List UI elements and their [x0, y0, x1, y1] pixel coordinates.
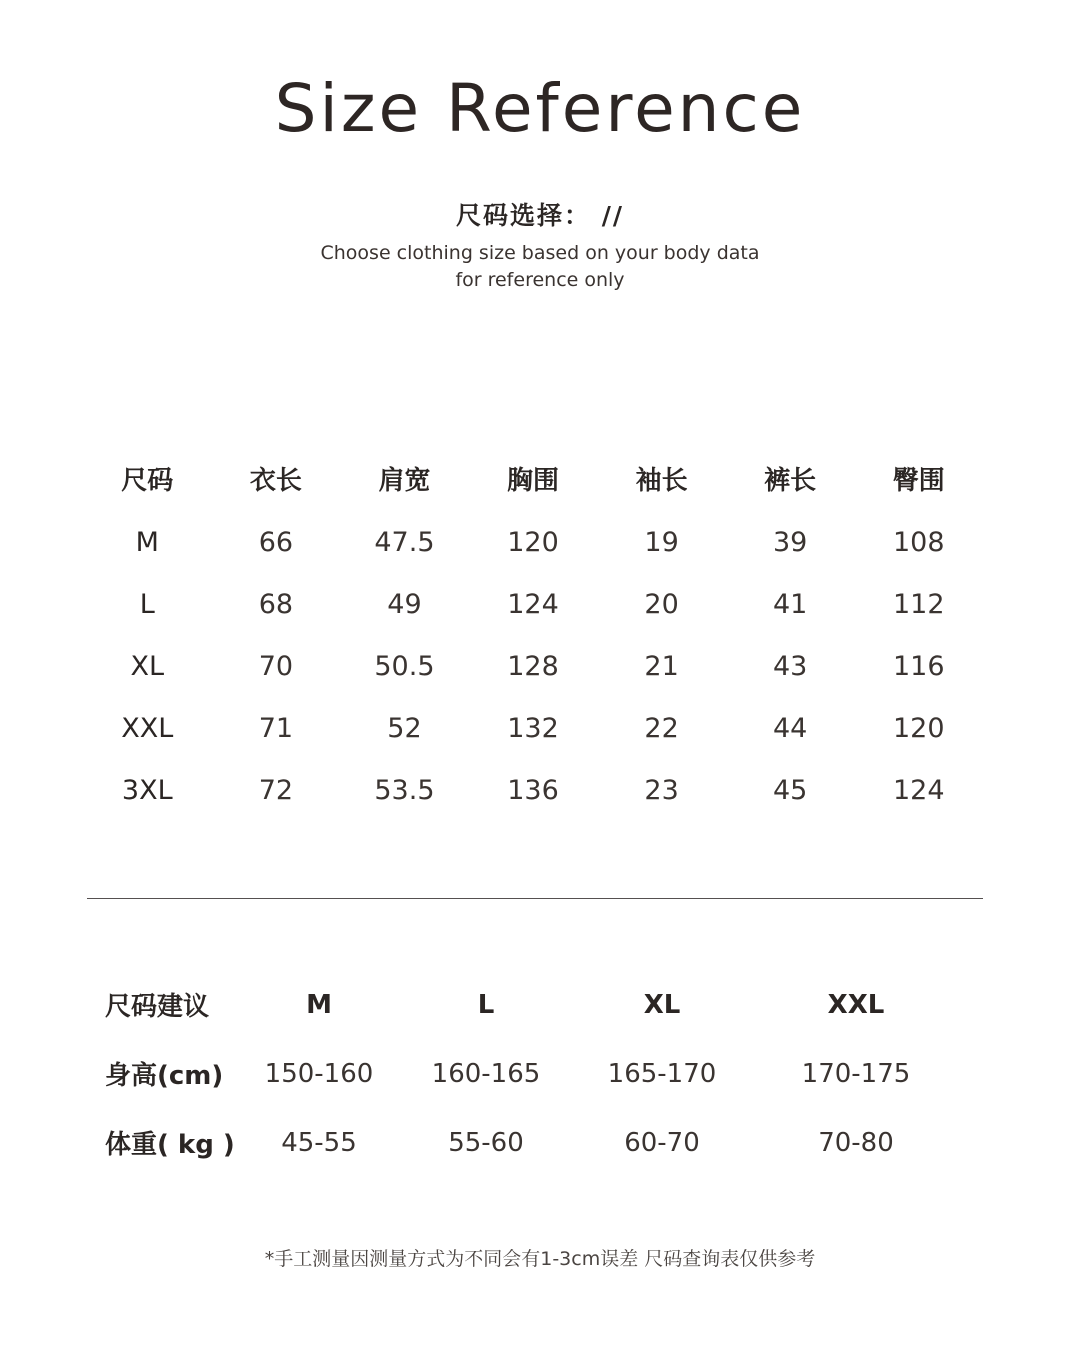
header-size-m: M	[306, 989, 332, 1020]
table-row	[95, 1039, 975, 1108]
table-row	[83, 759, 983, 821]
chest-cell: 136	[507, 774, 559, 806]
pants-length-cell: 39	[773, 526, 808, 558]
height-cell: 170-175	[801, 1058, 911, 1089]
length-cell: 70	[258, 650, 294, 682]
size-cell: XL	[130, 650, 165, 682]
weight-label: 体重( kg )	[105, 1130, 235, 1160]
hip-cell: 108	[892, 526, 945, 558]
size-recommendation-table	[95, 970, 975, 1177]
hip-cell: 120	[892, 712, 945, 744]
recommendation-header-row	[95, 970, 975, 1039]
chest-cell: 124	[507, 588, 559, 620]
recommendation-label: 尺码建议	[105, 992, 210, 1022]
chest-cell: 132	[507, 712, 559, 744]
header-hip: 臀围	[892, 465, 945, 496]
height-label: 身高(cm)	[105, 1061, 224, 1091]
height-cell: 150-160	[264, 1058, 374, 1089]
header-sleeve: 袖长	[635, 465, 688, 496]
weight-cell: 70-80	[818, 1127, 894, 1158]
height-cell: 160-165	[431, 1058, 541, 1089]
sleeve-cell: 20	[644, 588, 679, 620]
pants-length-cell: 41	[773, 588, 808, 620]
size-cell: 3XL	[121, 774, 173, 806]
hip-cell: 112	[892, 588, 945, 620]
pants-length-cell: 44	[773, 712, 808, 744]
shoulder-cell: 50.5	[374, 650, 435, 682]
size-cell: L	[139, 588, 155, 620]
length-cell: 72	[258, 774, 294, 806]
shoulder-cell: 52	[387, 712, 422, 744]
header-chest: 胸围	[507, 465, 560, 496]
sleeve-cell: 23	[644, 774, 679, 806]
header-pants-length: 裤长	[764, 465, 817, 496]
hip-cell: 124	[892, 774, 945, 806]
shoulder-cell: 53.5	[374, 774, 435, 806]
size-table-header-row	[83, 445, 983, 511]
shoulder-cell: 47.5	[374, 526, 435, 558]
hip-cell: 116	[892, 650, 945, 682]
size-measurement-table	[83, 445, 983, 821]
length-cell: 66	[258, 526, 294, 558]
sleeve-cell: 22	[644, 712, 679, 744]
header-size-l: L	[477, 989, 495, 1020]
page-title: Size Reference	[274, 70, 806, 147]
height-cell: 165-170	[607, 1058, 717, 1089]
header-length: 衣长	[249, 465, 302, 496]
weight-cell: 45-55	[281, 1127, 357, 1158]
chest-cell: 128	[507, 650, 559, 682]
size-selection-heading: 尺码选择： //	[456, 201, 624, 230]
header-size-xxl: XXL	[827, 989, 885, 1020]
table-row	[83, 573, 983, 635]
weight-cell: 60-70	[624, 1127, 700, 1158]
section-divider	[87, 898, 983, 899]
size-cell: M	[135, 526, 159, 558]
description-line-2: for reference only	[455, 269, 625, 291]
size-cell: XXL	[121, 712, 174, 744]
header-size-xl: XL	[643, 989, 681, 1020]
pants-length-cell: 43	[773, 650, 808, 682]
pants-length-cell: 45	[773, 774, 808, 806]
sleeve-cell: 21	[644, 650, 679, 682]
weight-cell: 55-60	[448, 1127, 524, 1158]
length-cell: 68	[258, 588, 294, 620]
header-shoulder: 肩宽	[378, 465, 431, 496]
table-row	[83, 697, 983, 759]
header-size: 尺码	[121, 465, 174, 496]
table-row	[83, 635, 983, 697]
description-line-1: Choose clothing size based on your body data	[320, 242, 760, 264]
table-row	[83, 511, 983, 573]
measurement-disclaimer: *手工测量因测量方式为不同会有1-3cm误差 尺码查询表仅供参考	[264, 1248, 816, 1270]
shoulder-cell: 49	[387, 588, 422, 620]
sleeve-cell: 19	[644, 526, 679, 558]
chest-cell: 120	[507, 526, 559, 558]
size-selection-description	[0, 240, 1080, 294]
table-row	[95, 1108, 975, 1177]
length-cell: 71	[258, 712, 294, 744]
